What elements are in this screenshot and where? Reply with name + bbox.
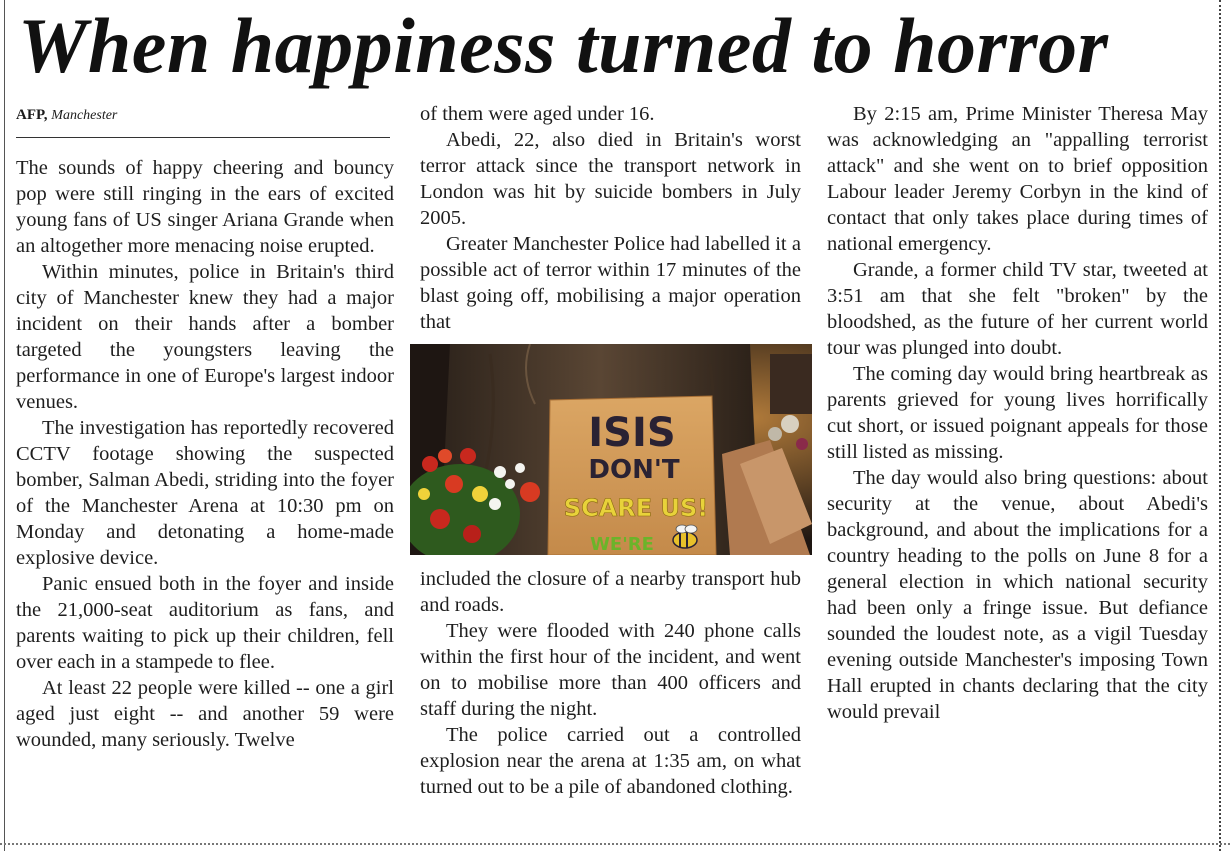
paragraph: They were flooded with 240 phone calls within the first hour of the incident, and went on to mobilise more than 400 officers and staff during the night. (420, 620, 801, 720)
paragraph: By 2:15 am, Prime Minister Theresa May was acknowledging an "appalling terrorist attack" and she went on to brief opposition Labour leader Jeremy Corbyn in the kind of contact that only takes place during times of national emergency. (827, 103, 1208, 255)
left-margin-rule (4, 0, 5, 851)
byline-rule (16, 137, 390, 138)
paragraph: The sounds of happy cheering and bouncy pop were still ringing in the ears of excited young fans of US singer Ariana Grande when an altogether more menacing noise erupted. (16, 157, 394, 257)
bottom-cut-line (0, 843, 1230, 845)
paragraph: At least 22 people were killed -- one a girl aged just eight -- and another 59 were wounded, many seriously. Twelve (16, 677, 394, 751)
sign-text-dont: DON'T (588, 455, 680, 485)
paragraph: Greater Manchester Police had labelled it a possible act of terror within 17 minutes of the blast going off, mobilising a major operation that (420, 233, 801, 333)
right-cut-line (1219, 0, 1221, 851)
sign-text-isis: ISIS (588, 410, 676, 456)
paragraph: included the closure of a nearby transport hub and roads. (420, 568, 801, 616)
byline (16, 104, 117, 127)
article-column-3 (827, 101, 1208, 725)
paragraph: The police carried out a controlled explosion near the arena at 1:35 am, on what turned out to be a pile of abandoned clothing. (420, 724, 801, 798)
sign-text-scare-us: SCARE US! (563, 494, 709, 522)
byline-agency: AFP, (16, 107, 48, 123)
article-column-2-bottom (420, 566, 801, 800)
vigil-photo (410, 344, 812, 555)
paragraph: Panic ensued both in the foyer and inside the 21,000-seat auditorium as fans, and parents waiting to pick up their children, fell over each in a stampede to flee. (16, 573, 394, 673)
paragraph: The investigation has reportedly recovered CCTV footage showing the suspected bomber, Salman Abedi, striding into the foyer of the Manchester Arena at 10:30 pm on Monday and detonating a home-made explosive device. (16, 417, 394, 569)
paragraph: of them were aged under 16. (420, 103, 655, 125)
paragraph: Abedi, 22, also died in Britain's worst terror attack since the transport network in London was hit by suicide bombers in July 2005. (420, 129, 801, 229)
vigil-photo-illustration (410, 344, 812, 555)
byline-place: Manchester (51, 108, 118, 123)
paragraph: Within minutes, police in Britain's third city of Manchester knew they had a major incident on their hands after a bomber targeted the youngsters leaving the performance in one of Europe's largest indoor venues. (16, 261, 394, 413)
article-column-1 (16, 155, 394, 753)
paragraph: The day would also bring questions: about security at the venue, about Abedi's background, and about the implications for a country heading to the polls on June 8 for a general election in which national security had been only a fringe issue. But defiance sounded the loudest note, as a vigil Tuesday evening outside Manchester's imposing Town Hall erupted in chants declaring that the city would prevail (827, 467, 1208, 723)
paragraph: Grande, a former child TV star, tweeted at 3:51 am that she felt "broken" by the bloodshed, as the future of her current world tour was plunged into doubt. (827, 259, 1208, 359)
bee-drawing (673, 525, 697, 548)
article-column-2-top (420, 101, 801, 335)
headline: When happiness turned to horror (18, 2, 1109, 89)
paragraph: The coming day would bring heartbreak as parents grieved for young lives horrifically cut short, or issued poignant appeals for those still listed as missing. (827, 363, 1208, 463)
sign-text-were: WE'RE (590, 534, 654, 555)
